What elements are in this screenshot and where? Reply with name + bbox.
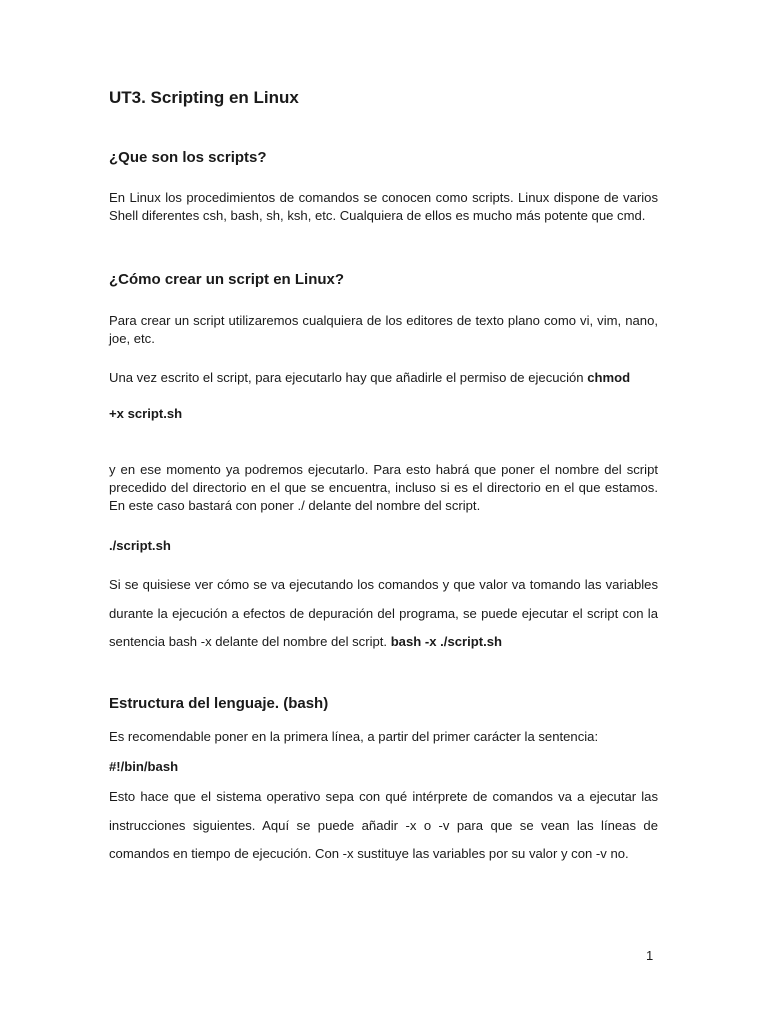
command-shebang: #!/bin/bash <box>109 759 179 774</box>
paragraph-primera-linea: Es recomendable poner en la primera línea, a partir del primer carácter la sentencia: <box>109 729 599 744</box>
paragraph-scripts-intro: En Linux los procedimientos de comandos se conocen como scripts. Linux dispone de varios Shell diferentes csh, bash, sh, ksh, etc. Cualquiera de ellos es mucho más potente que cmd. <box>109 190 658 223</box>
command-chmod-args: +x script.sh <box>109 406 183 421</box>
page-number: 1 <box>646 948 654 963</box>
command-run-script: ./script.sh <box>109 538 171 553</box>
paragraph-interprete: Esto hace que el sistema operativo sepa con qué intérprete de comandos va a ejecutar las instrucciones siguientes. Aquí se puede añadir -x o -v para que se vean las líneas de comandos en tiempo de ejecución. Con -x sustituye las variables por su valor y con -v no. <box>109 789 658 861</box>
paragraph-permiso-text: Una vez escrito el script, para ejecutarlo hay que añadirle el permiso de ejecución <box>109 370 588 385</box>
paragraph-ejecutar: y en ese momento ya podremos ejecutarlo. Para esto habrá que poner el nombre del script precedido del directorio en el que se encuentra, incluso si es el directorio en el que estamos. En este caso bastará con poner ./ delante del nombre del script. <box>109 462 658 513</box>
paragraph-depuracion <box>109 571 658 657</box>
paragraph-permiso-ejecucion <box>109 369 658 387</box>
paragraph-depuracion-text: Si se quisiese ver cómo se va ejecutando los comandos y que valor va tomando las variables durante la ejecución a efectos de depuración del programa, se puede ejecutar el script con la sentencia bash -x delante del nombre del script. <box>109 577 658 649</box>
heading-que-son-scripts: ¿Que son los scripts? <box>109 149 267 166</box>
bash-debug-command: bash -x ./script.sh <box>390 634 503 649</box>
chmod-keyword: chmod <box>587 370 631 385</box>
paragraph-editores: Para crear un script utilizaremos cualquiera de los editores de texto plano como vi, vim, nano, joe, etc. <box>109 313 658 346</box>
page-title: UT3. Scripting en Linux <box>109 88 299 107</box>
heading-como-crear-script: ¿Cómo crear un script en Linux? <box>109 271 345 288</box>
heading-estructura-lenguaje: Estructura del lenguaje. (bash) <box>109 695 329 712</box>
